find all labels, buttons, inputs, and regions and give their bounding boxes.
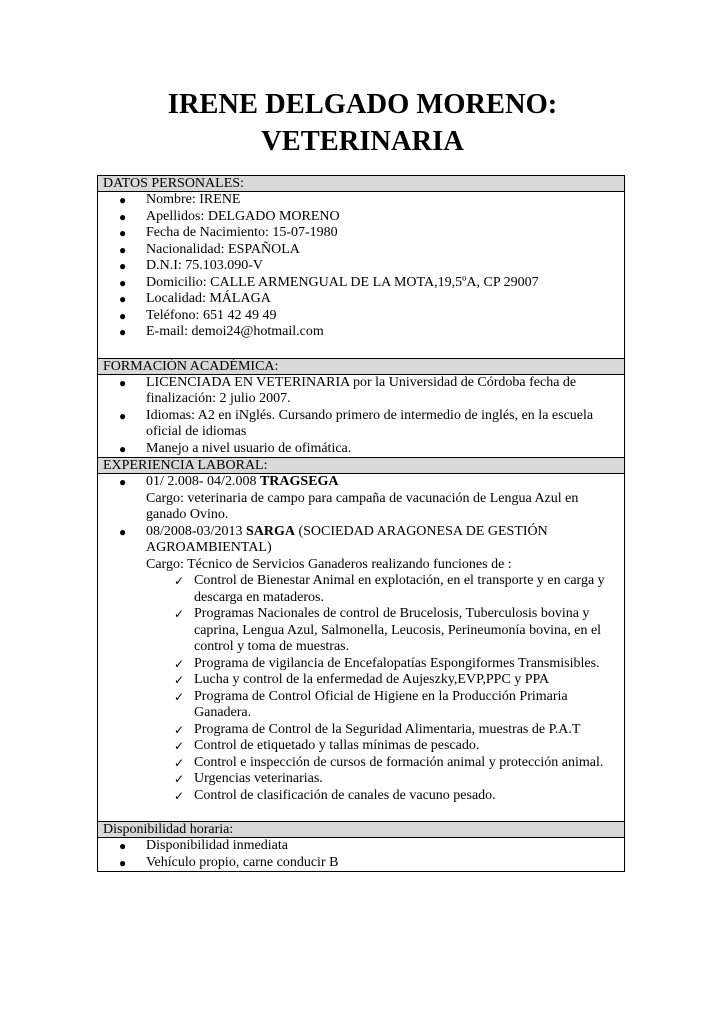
bullet-icon: ● (119, 325, 127, 339)
title-line-2: VETERINARIA (261, 126, 464, 157)
check-icon: ✓ (174, 574, 185, 588)
bullet-icon: ● (119, 259, 127, 273)
personal-heading: DATOS PERSONALES: (98, 176, 624, 192)
job-item (98, 524, 624, 574)
job-dates: 01/ 2.008- 04/2.008 (146, 474, 260, 489)
function-item: ✓ Urgencias veterinarias. (174, 771, 323, 786)
email-text: E-mail: demoi24@hotmail.com (146, 324, 324, 339)
personal-list (98, 192, 624, 341)
bullet-icon: ● (119, 193, 127, 207)
job-company: SARGA (245, 523, 295, 539)
education-list (98, 375, 624, 458)
list-item: ● LICENCIADA EN VETERINARIA por la Universidad de Córdoba fecha de finalización: 2 julio 2007. (119, 374, 577, 406)
job-header (146, 524, 618, 557)
function-item: ✓ Programa de Control Oficial de Higiene en la Producción Primaria Ganadera. (174, 688, 568, 720)
experience-section (98, 474, 624, 821)
function-item: ✓ Programa de Control de la Seguridad Alimentaria, muestras de P.A.T (174, 721, 581, 737)
availability-list (98, 838, 624, 871)
job-company: TRAGSEGA (259, 474, 339, 489)
bullet-icon: ● (119, 242, 127, 257)
check-icon: ✓ (174, 656, 185, 671)
cv-table (97, 175, 625, 872)
list-item: ● Manejo a nivel usuario de ofimática. (119, 440, 352, 456)
experience-heading: EXPERIENCIA LABORAL: (98, 457, 624, 474)
function-item: ✓ Programa de vigilancia de Encefalopatías Espongiformes Transmisibles. (174, 655, 600, 671)
check-icon: ✓ (174, 772, 185, 786)
check-icon: ✓ (174, 788, 185, 803)
availability-section (98, 838, 624, 871)
check-icon: ✓ (174, 739, 185, 753)
check-icon: ✓ (174, 755, 185, 770)
education-heading: FORMACIÓN ACADÉMICA: (98, 358, 624, 375)
job-company-full: (SOCIEDAD ARAGONESA DE GESTIÓN AGROAMBIENTAL) (146, 523, 548, 555)
bullet-icon: ● (119, 441, 127, 456)
job-cargo: Cargo: Técnico de Servicios Ganaderos realizando funciones de : (146, 556, 512, 572)
list-item: ● Nacionalidad: ESPAÑOLA (119, 241, 300, 257)
list-item (98, 324, 624, 341)
bullet-icon: ● (119, 408, 127, 423)
bullet-icon: ● (119, 524, 127, 539)
bullet-icon: ● (119, 855, 127, 870)
list-item: ● Teléfono: 651 42 49 49 (119, 307, 277, 323)
list-item: ● Localidad: MÁLAGA (119, 291, 271, 306)
check-icon: ✓ (174, 607, 185, 621)
bullet-icon: ● (119, 226, 127, 240)
list-item: ● Domicilio: CALLE ARMENGUAL DE LA MOTA,19,5ºA, CP 29007 (119, 274, 539, 290)
bullet-icon: ● (119, 209, 127, 224)
function-item: ✓ Lucha y control de la enfermedad de Aujeszky,EVP,PPC y PPA (174, 672, 550, 687)
check-icon: ✓ (174, 673, 185, 687)
title-line-1: IRENE DELGADO MORENO: (167, 89, 558, 120)
list-item: ● Apellidos: DELGADO MORENO (119, 208, 340, 224)
personal-section (98, 192, 624, 358)
job-cargo: Cargo: veterinaria de campo para campaña de vacunación de Lengua Azul en ganado Ovino. (146, 490, 579, 522)
list-item: ● Vehículo propio, carne conducir B (119, 854, 339, 870)
job-item (98, 474, 624, 524)
bullet-icon: ● (119, 308, 127, 323)
check-icon: ✓ (174, 689, 185, 704)
function-item: ✓ Control de etiquetado y tallas mínimas de pescado. (174, 738, 480, 753)
function-item: ✓ Control de Bienestar Animal en explotación, en el transporte y en carga y descarga en mataderos. (174, 573, 605, 605)
bullet-icon: ● (119, 475, 127, 489)
job-header (146, 474, 618, 491)
list-item: ● Nombre: IRENE (119, 192, 241, 207)
function-item: ✓ Control de clasificación de canales de vacuno pesado. (174, 787, 496, 803)
bullet-icon: ● (119, 375, 127, 390)
bullet-icon: ● (119, 275, 127, 290)
list-item: ● Idiomas: A2 en iNglés. Cursando primero de intermedio de inglés, en la escuela oficial de idiomas (119, 407, 594, 439)
function-item: ✓ Programas Nacionales de control de Brucelosis, Tuberculosis bovina y caprina, Lengua Azul, Salmonella, Leucosis, Perineumonía bovina, en el control y toma de muestras. (174, 606, 602, 654)
list-item: ● Fecha de Nacimiento: 15-07-1980 (119, 225, 338, 240)
list-item: ● D.N.I: 75.103.090-V (119, 258, 264, 273)
availability-heading: Disponibilidad horaria: (98, 821, 624, 838)
bullet-icon: ● (119, 839, 127, 853)
function-item: ✓ Control e inspección de cursos de formación animal y protección animal. (174, 754, 604, 770)
list-item: ● Disponibilidad inmediata (119, 838, 288, 853)
job-dates: 08/2008-03/2013 (146, 523, 246, 539)
functions-list (98, 573, 624, 804)
experience-list (98, 474, 624, 573)
education-section (98, 375, 624, 458)
bullet-icon: ● (119, 292, 127, 306)
document-title (0, 86, 725, 160)
check-icon: ✓ (174, 722, 185, 737)
